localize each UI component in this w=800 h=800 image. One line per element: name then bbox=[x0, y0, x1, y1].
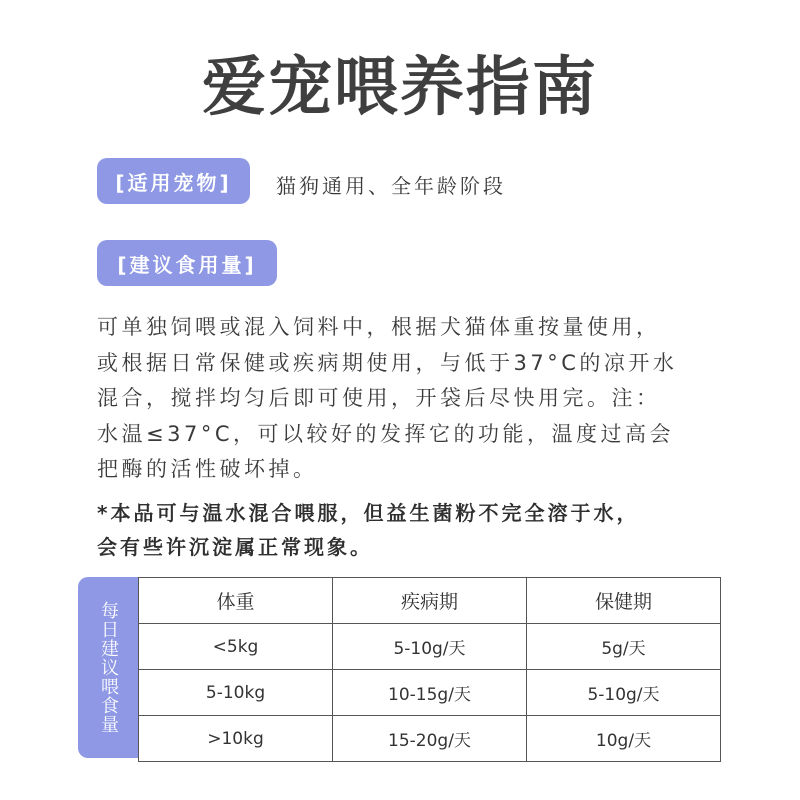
dosage-label: [建议食用量] bbox=[97, 240, 277, 286]
note-line: 会有些许沉淀属正常现象。 bbox=[97, 535, 373, 559]
table-row bbox=[139, 716, 721, 762]
table-cell: 10-15g/天 bbox=[333, 670, 527, 716]
dosage-line: 把酶的活性破坏掉。 bbox=[97, 457, 318, 481]
table-cell: 5g/天 bbox=[527, 624, 721, 670]
table-cell: >10kg bbox=[139, 716, 333, 762]
dosage-line: 混合，搅拌均匀后即可使用，开袋后尽快用完。注： bbox=[97, 386, 661, 410]
table-cell: 5-10g/天 bbox=[527, 670, 721, 716]
table-cell: <5kg bbox=[139, 624, 333, 670]
table-cell: 5-10g/天 bbox=[333, 624, 527, 670]
suitable-pet-label: [适用宠物] bbox=[97, 158, 250, 204]
header-weight: 体重 bbox=[139, 578, 333, 624]
page-title: 爱宠喂养指南 bbox=[202, 51, 598, 125]
dose-table bbox=[138, 577, 721, 762]
table-row bbox=[139, 670, 721, 716]
dosage-note bbox=[97, 496, 737, 564]
header-care: 保健期 bbox=[527, 578, 721, 624]
table-cell: 10g/天 bbox=[527, 716, 721, 762]
table-cell: 5-10kg bbox=[139, 670, 333, 716]
note-line: *本品可与温水混合喂服，但益生菌粉不完全溶于水， bbox=[97, 501, 640, 525]
feeding-table bbox=[78, 577, 721, 758]
dosage-description bbox=[97, 310, 727, 488]
table-row bbox=[139, 624, 721, 670]
dosage-line: 水温≤37°C，可以较好的发挥它的功能，温度过高会 bbox=[97, 421, 674, 446]
table-cell: 15-20g/天 bbox=[333, 716, 527, 762]
side-label-text: 每日建议喂食量 bbox=[98, 601, 119, 734]
suitable-pet-text: 猫狗通用、全年龄阶段 bbox=[276, 174, 506, 198]
dosage-line: 可单独饲喂或混入饲料中，根据犬猫体重按量使用， bbox=[97, 315, 661, 339]
table-header-row bbox=[139, 578, 721, 624]
dosage-line: 或根据日常保健或疾病期使用，与低于37°C的凉开水 bbox=[97, 350, 678, 375]
header-illness: 疾病期 bbox=[333, 578, 527, 624]
table-side-label bbox=[78, 577, 138, 758]
